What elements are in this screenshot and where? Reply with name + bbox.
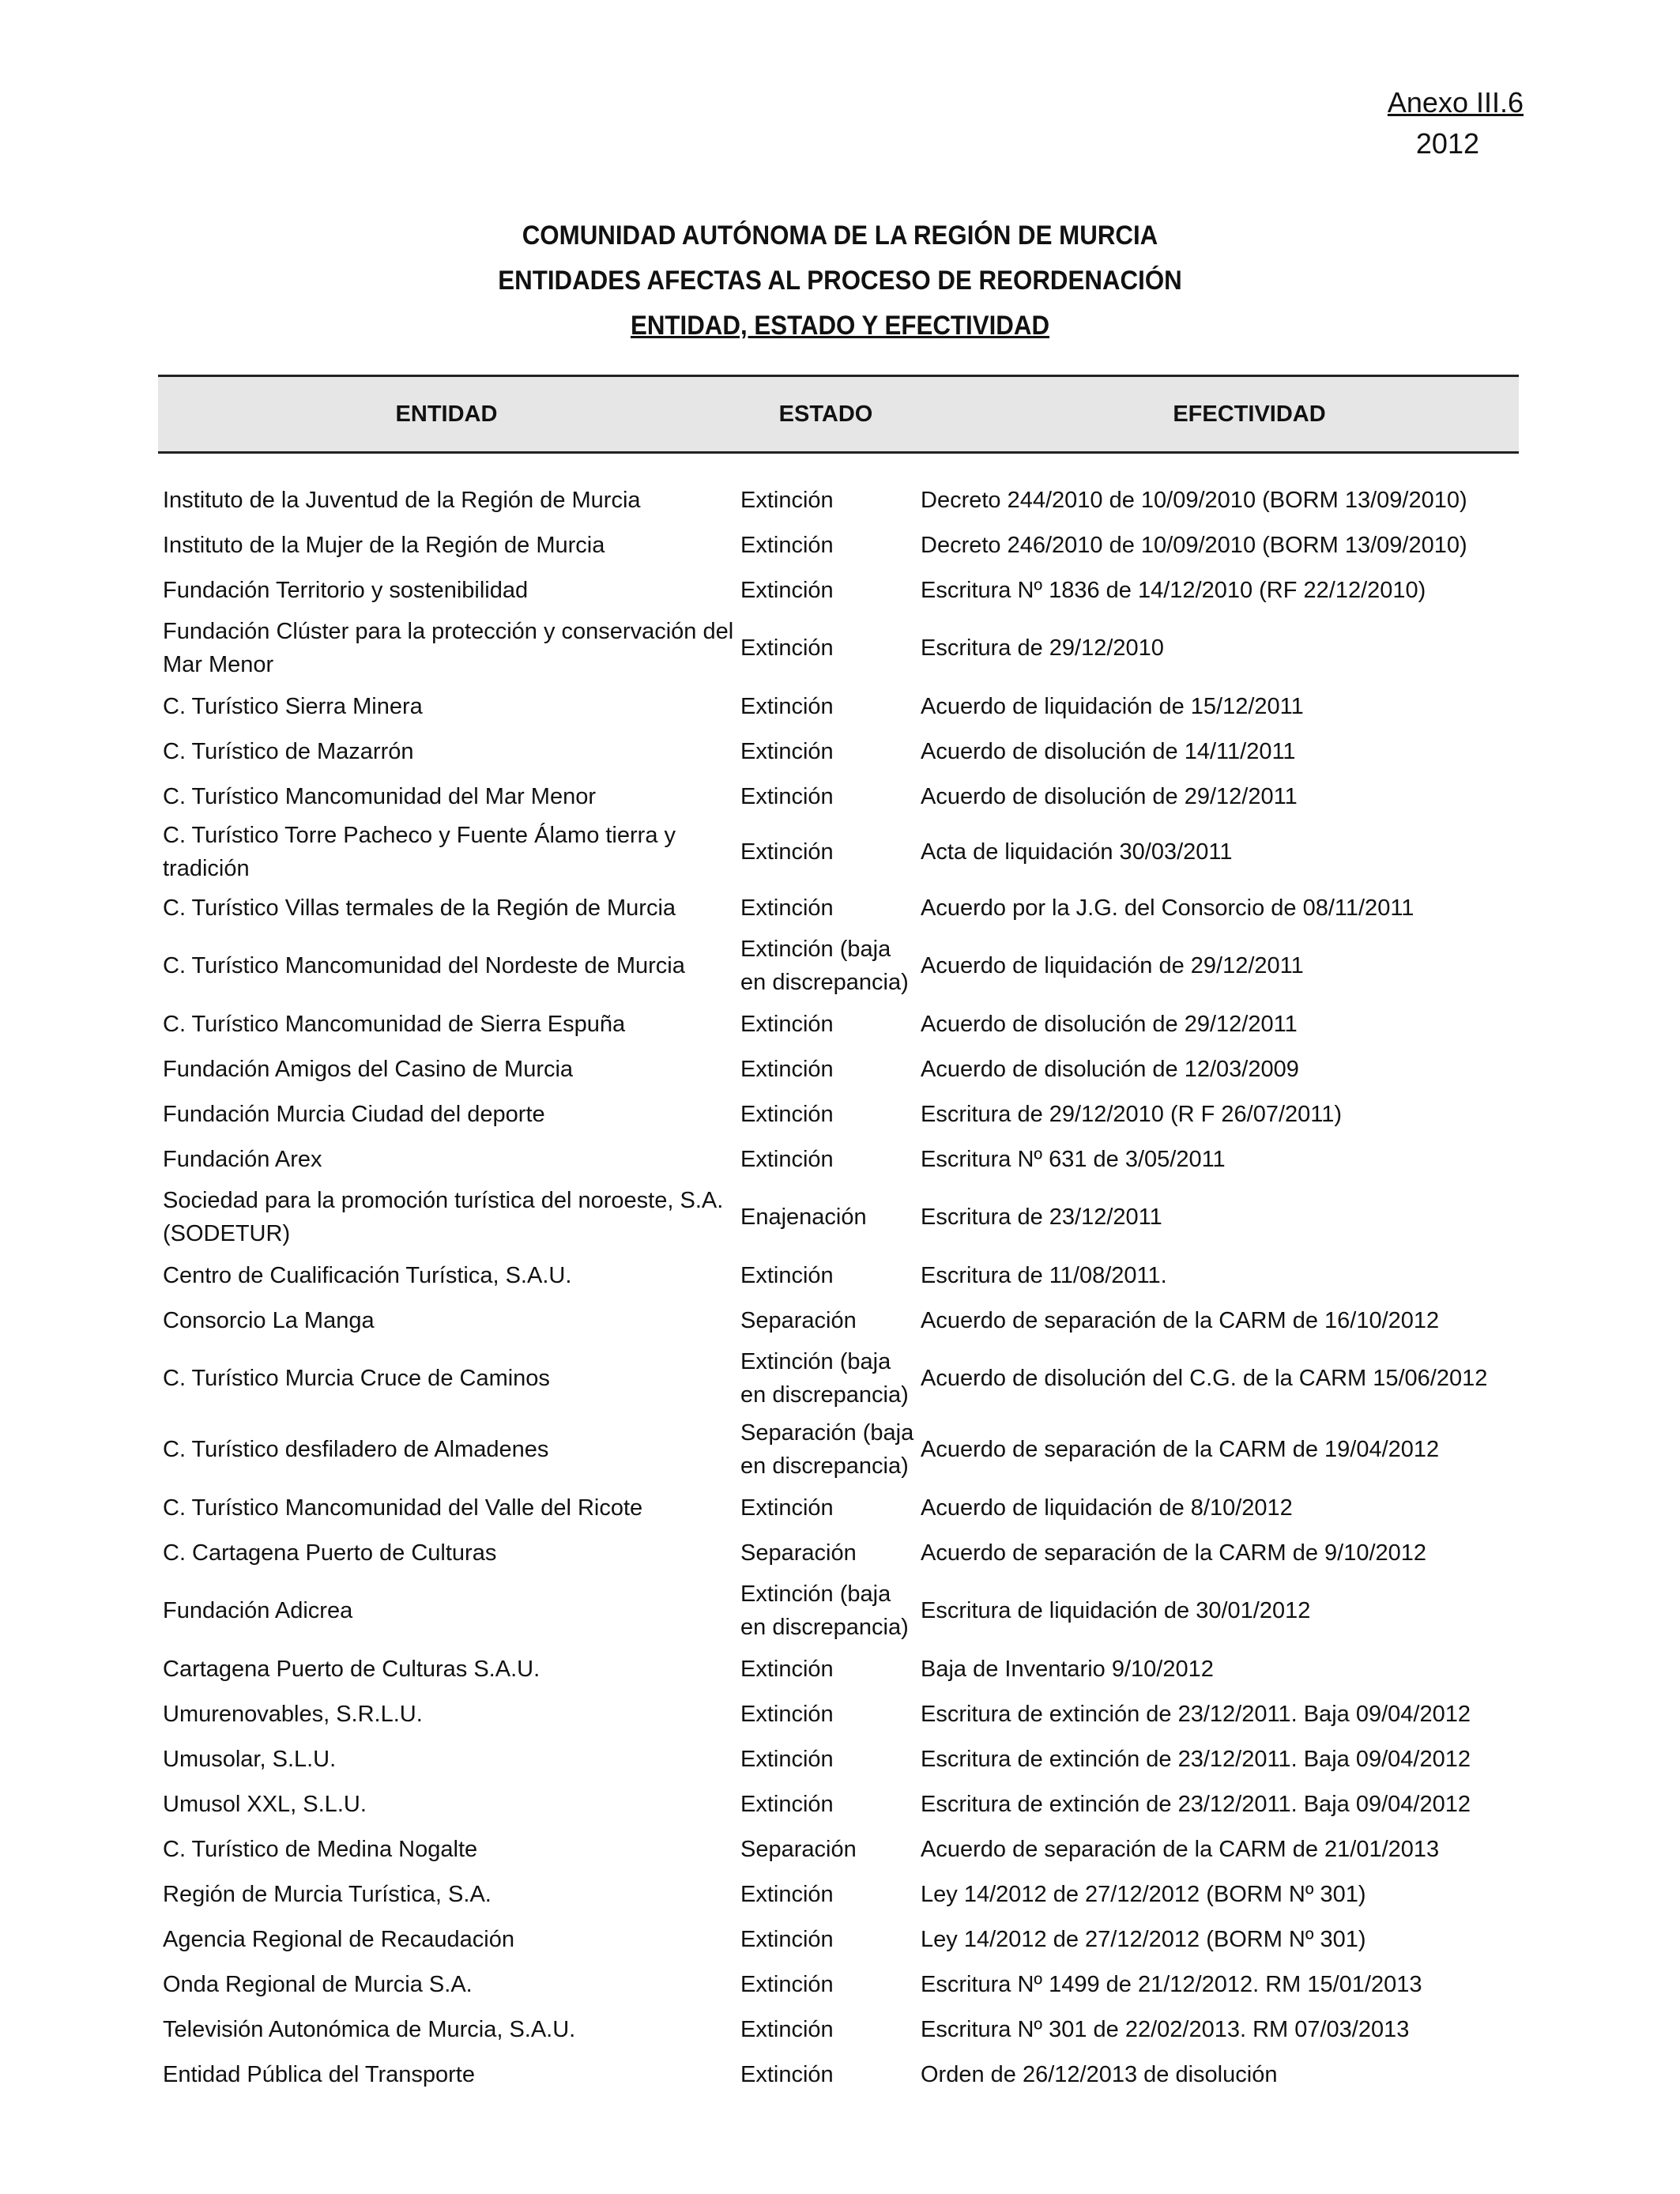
cell-efectividad: Escritura de extinción de 23/12/2011. Baja 09/04/2012	[921, 1701, 1471, 1727]
table-row	[158, 567, 1519, 613]
cell-estado: Extinción	[740, 1495, 834, 1521]
cell-efectividad: Acuerdo de separación de la CARM de 19/04/2012	[921, 1437, 1440, 1462]
cell-entidad: Agencia Regional de Recaudación	[163, 1926, 514, 1952]
cell-estado: Extinción	[740, 635, 834, 661]
entities-table	[158, 375, 1519, 2097]
cell-estado: Extinción	[740, 839, 834, 865]
cell-estado: Separación (baja en discrepancia)	[740, 1420, 914, 1479]
annex-year: 2012	[1415, 127, 1479, 160]
annex-block	[1286, 82, 1524, 164]
table-row	[158, 1137, 1519, 1182]
table-row	[158, 1001, 1519, 1046]
table-row	[158, 1826, 1519, 1872]
cell-entidad: Cartagena Puerto de Culturas S.A.U.	[163, 1656, 541, 1682]
title-line-3: ENTIDAD, ESTADO Y EFECTIVIDAD	[630, 311, 1050, 341]
cell-entidad: Entidad Pública del Transporte	[163, 2061, 475, 2087]
cell-efectividad: Escritura de liquidación de 30/01/2012	[921, 1598, 1311, 1623]
cell-entidad: Umurenovables, S.R.L.U.	[163, 1701, 423, 1727]
cell-entidad: Fundación Arex	[163, 1146, 322, 1172]
cell-estado: Extinción	[740, 1881, 834, 1907]
cell-entidad: Instituto de la Juventud de la Región de Murcia	[163, 487, 641, 513]
cell-efectividad: Escritura de 29/12/2010 (R F 26/07/2011)	[921, 1101, 1343, 1127]
cell-estado: Separación	[740, 1307, 857, 1333]
title-line-1: COMUNIDAD AUTÓNOMA DE LA REGIÓN DE MURCIA	[522, 221, 1158, 251]
cell-entidad: Umusol XXL, S.L.U.	[163, 1791, 367, 1817]
cell-entidad: C. Turístico Mancomunidad de Sierra Espuña	[163, 1011, 626, 1037]
cell-estado: Extinción (baja en discrepancia)	[740, 937, 909, 995]
cell-entidad: Región de Murcia Turística, S.A.	[163, 1881, 492, 1907]
cell-entidad: C. Turístico desfiladero de Almadenes	[163, 1437, 549, 1462]
cell-efectividad: Escritura Nº 1836 de 14/12/2010 (RF 22/12/2010)	[921, 577, 1426, 603]
cell-estado: Enajenación	[740, 1204, 867, 1230]
cell-entidad: C. Turístico Sierra Minera	[163, 693, 423, 719]
table-row	[158, 1872, 1519, 1917]
cell-efectividad: Escritura de extinción de 23/12/2011. Baja 09/04/2012	[921, 1791, 1471, 1817]
cell-entidad: C. Cartagena Puerto de Culturas	[163, 1540, 497, 1566]
cell-entidad: C. Turístico de Medina Nogalte	[163, 1836, 478, 1862]
cell-efectividad: Acuerdo de separación de la CARM de 16/10/2012	[921, 1307, 1440, 1333]
cell-entidad: C. Turístico de Mazarrón	[163, 738, 414, 764]
table-row	[158, 477, 1519, 522]
cell-efectividad: Acuerdo de disolución de 14/11/2011	[921, 738, 1296, 764]
cell-efectividad: Escritura de 29/12/2010	[921, 635, 1164, 661]
cell-estado: Extinción	[740, 1971, 834, 1997]
table-row	[158, 930, 1519, 1001]
cell-efectividad: Decreto 246/2010 de 10/09/2010 (BORM 13/09/2010)	[921, 532, 1467, 558]
cell-estado: Extinción	[740, 1101, 834, 1127]
cell-entidad: Fundación Clúster para la protección y conservación del Mar Menor	[163, 619, 734, 677]
cell-efectividad: Acta de liquidación 30/03/2011	[921, 839, 1233, 865]
cell-entidad: C. Turístico Villas termales de la Región de Murcia	[163, 895, 676, 921]
cell-efectividad: Escritura Nº 631 de 3/05/2011	[921, 1146, 1226, 1172]
cell-entidad: Televisión Autonómica de Murcia, S.A.U.	[163, 2016, 576, 2042]
cell-estado: Extinción	[740, 1011, 834, 1037]
cell-efectividad: Acuerdo de liquidación de 8/10/2012	[921, 1495, 1293, 1521]
cell-estado: Separación	[740, 1836, 857, 1862]
cell-entidad: C. Turístico Mancomunidad del Valle del Ricote	[163, 1495, 643, 1521]
cell-efectividad: Acuerdo de disolución del C.G. de la CARM 15/06/2012	[921, 1366, 1488, 1391]
cell-estado: Extinción	[740, 895, 834, 921]
cell-efectividad: Ley 14/2012 de 27/12/2012 (BORM Nº 301)	[921, 1926, 1366, 1952]
cell-efectividad: Escritura de extinción de 23/12/2011. Baja 09/04/2012	[921, 1746, 1471, 1772]
header-entidad: ENTIDAD	[395, 401, 498, 427]
cell-efectividad: Acuerdo de disolución de 12/03/2009	[921, 1056, 1299, 1082]
table-row	[158, 684, 1519, 729]
table-row	[158, 1046, 1519, 1091]
table-row	[158, 522, 1519, 567]
cell-estado: Extinción	[740, 487, 834, 513]
table-row	[158, 1343, 1519, 1414]
cell-entidad: Sociedad para la promoción turística del noroeste, S.A. (SODETUR)	[163, 1188, 724, 1246]
table-row	[158, 1414, 1519, 1485]
cell-estado: Extinción	[740, 2061, 834, 2087]
cell-estado: Extinción	[740, 1656, 834, 1682]
cell-efectividad: Escritura Nº 301 de 22/02/2013. RM 07/03/2013	[921, 2016, 1410, 2042]
cell-estado: Extinción	[740, 1262, 834, 1288]
cell-estado: Extinción	[740, 738, 834, 764]
title-line-2: ENTIDADES AFECTAS AL PROCESO DE REORDENACIÓN	[498, 266, 1182, 296]
cell-estado: Extinción	[740, 1926, 834, 1952]
table-row	[158, 1485, 1519, 1530]
cell-estado: Extinción	[740, 783, 834, 809]
table-row	[158, 1298, 1519, 1343]
cell-efectividad: Acuerdo de disolución de 29/12/2011	[921, 1011, 1298, 1037]
table-row	[158, 1917, 1519, 1962]
cell-entidad: C. Turístico Mancomunidad del Mar Menor	[163, 783, 596, 809]
table-row	[158, 885, 1519, 930]
table-row	[158, 613, 1519, 684]
cell-estado: Separación	[740, 1540, 857, 1566]
cell-efectividad: Acuerdo de liquidación de 29/12/2011	[921, 953, 1304, 978]
cell-entidad: C. Turístico Murcia Cruce de Caminos	[163, 1366, 550, 1391]
cell-entidad: Centro de Cualificación Turística, S.A.U.	[163, 1262, 572, 1288]
cell-entidad: Instituto de la Mujer de la Región de Murcia	[163, 532, 605, 558]
document-titles	[0, 213, 1680, 349]
table-row	[158, 819, 1519, 885]
cell-entidad: Consorcio La Manga	[163, 1307, 375, 1333]
cell-estado: Extinción	[740, 693, 834, 719]
cell-efectividad: Baja de Inventario 9/10/2012	[921, 1656, 1214, 1682]
header-estado: ESTADO	[778, 401, 873, 427]
cell-estado: Extinción	[740, 1746, 834, 1772]
cell-estado: Extinción	[740, 532, 834, 558]
table-header	[158, 375, 1519, 454]
cell-efectividad: Escritura de 23/12/2011	[921, 1204, 1162, 1230]
cell-entidad: Fundación Adicrea	[163, 1598, 353, 1623]
cell-estado: Extinción (baja en discrepancia)	[740, 1349, 909, 1408]
cell-entidad: Fundación Territorio y sostenibilidad	[163, 577, 529, 603]
cell-entidad: Umusolar, S.L.U.	[163, 1746, 337, 1772]
table-row	[158, 774, 1519, 819]
cell-estado: Extinción	[740, 1056, 834, 1082]
cell-entidad: Fundación Amigos del Casino de Murcia	[163, 1056, 574, 1082]
cell-estado: Extinción	[740, 2016, 834, 2042]
table-row	[158, 1962, 1519, 2007]
table-row	[158, 1736, 1519, 1781]
table-row	[158, 1691, 1519, 1736]
cell-estado: Extinción	[740, 1701, 834, 1727]
table-row	[158, 729, 1519, 774]
cell-estado: Extinción	[740, 1146, 834, 1172]
cell-entidad: C. Turístico Mancomunidad del Nordeste de Murcia	[163, 953, 685, 978]
cell-efectividad: Orden de 26/12/2013 de disolución	[921, 2061, 1278, 2087]
table-body	[158, 477, 1519, 2097]
table-row	[158, 1182, 1519, 1253]
cell-efectividad: Ley 14/2012 de 27/12/2012 (BORM Nº 301)	[921, 1881, 1366, 1907]
cell-efectividad: Acuerdo de separación de la CARM de 21/01/2013	[921, 1836, 1440, 1862]
cell-efectividad: Escritura de 11/08/2011.	[921, 1262, 1167, 1288]
cell-estado: Extinción	[740, 577, 834, 603]
table-row	[158, 1530, 1519, 1575]
cell-entidad: Fundación Murcia Ciudad del deporte	[163, 1101, 545, 1127]
header-efectividad: EFECTIVIDAD	[1173, 401, 1326, 427]
cell-efectividad: Escritura Nº 1499 de 21/12/2012. RM 15/01/2013	[921, 1971, 1422, 1997]
table-row	[158, 1575, 1519, 1646]
table-row	[158, 2007, 1519, 2052]
cell-entidad: C. Turístico Torre Pacheco y Fuente Álamo tierra y tradición	[163, 823, 676, 881]
table-row	[158, 1781, 1519, 1826]
cell-estado: Extinción (baja en discrepancia)	[740, 1581, 909, 1640]
cell-entidad: Onda Regional de Murcia S.A.	[163, 1971, 473, 1997]
annex-label: Anexo III.6	[1387, 86, 1524, 119]
table-row	[158, 2052, 1519, 2097]
table-row	[158, 1091, 1519, 1137]
cell-efectividad: Acuerdo de liquidación de 15/12/2011	[921, 693, 1304, 719]
cell-efectividad: Acuerdo de separación de la CARM de 9/10/2012	[921, 1540, 1427, 1566]
cell-efectividad: Decreto 244/2010 de 10/09/2010 (BORM 13/09/2010)	[921, 487, 1467, 513]
cell-efectividad: Acuerdo de disolución de 29/12/2011	[921, 783, 1298, 809]
table-row	[158, 1253, 1519, 1298]
cell-efectividad: Acuerdo por la J.G. del Consorcio de 08/11/2011	[921, 895, 1414, 921]
table-row	[158, 1646, 1519, 1691]
cell-estado: Extinción	[740, 1791, 834, 1817]
